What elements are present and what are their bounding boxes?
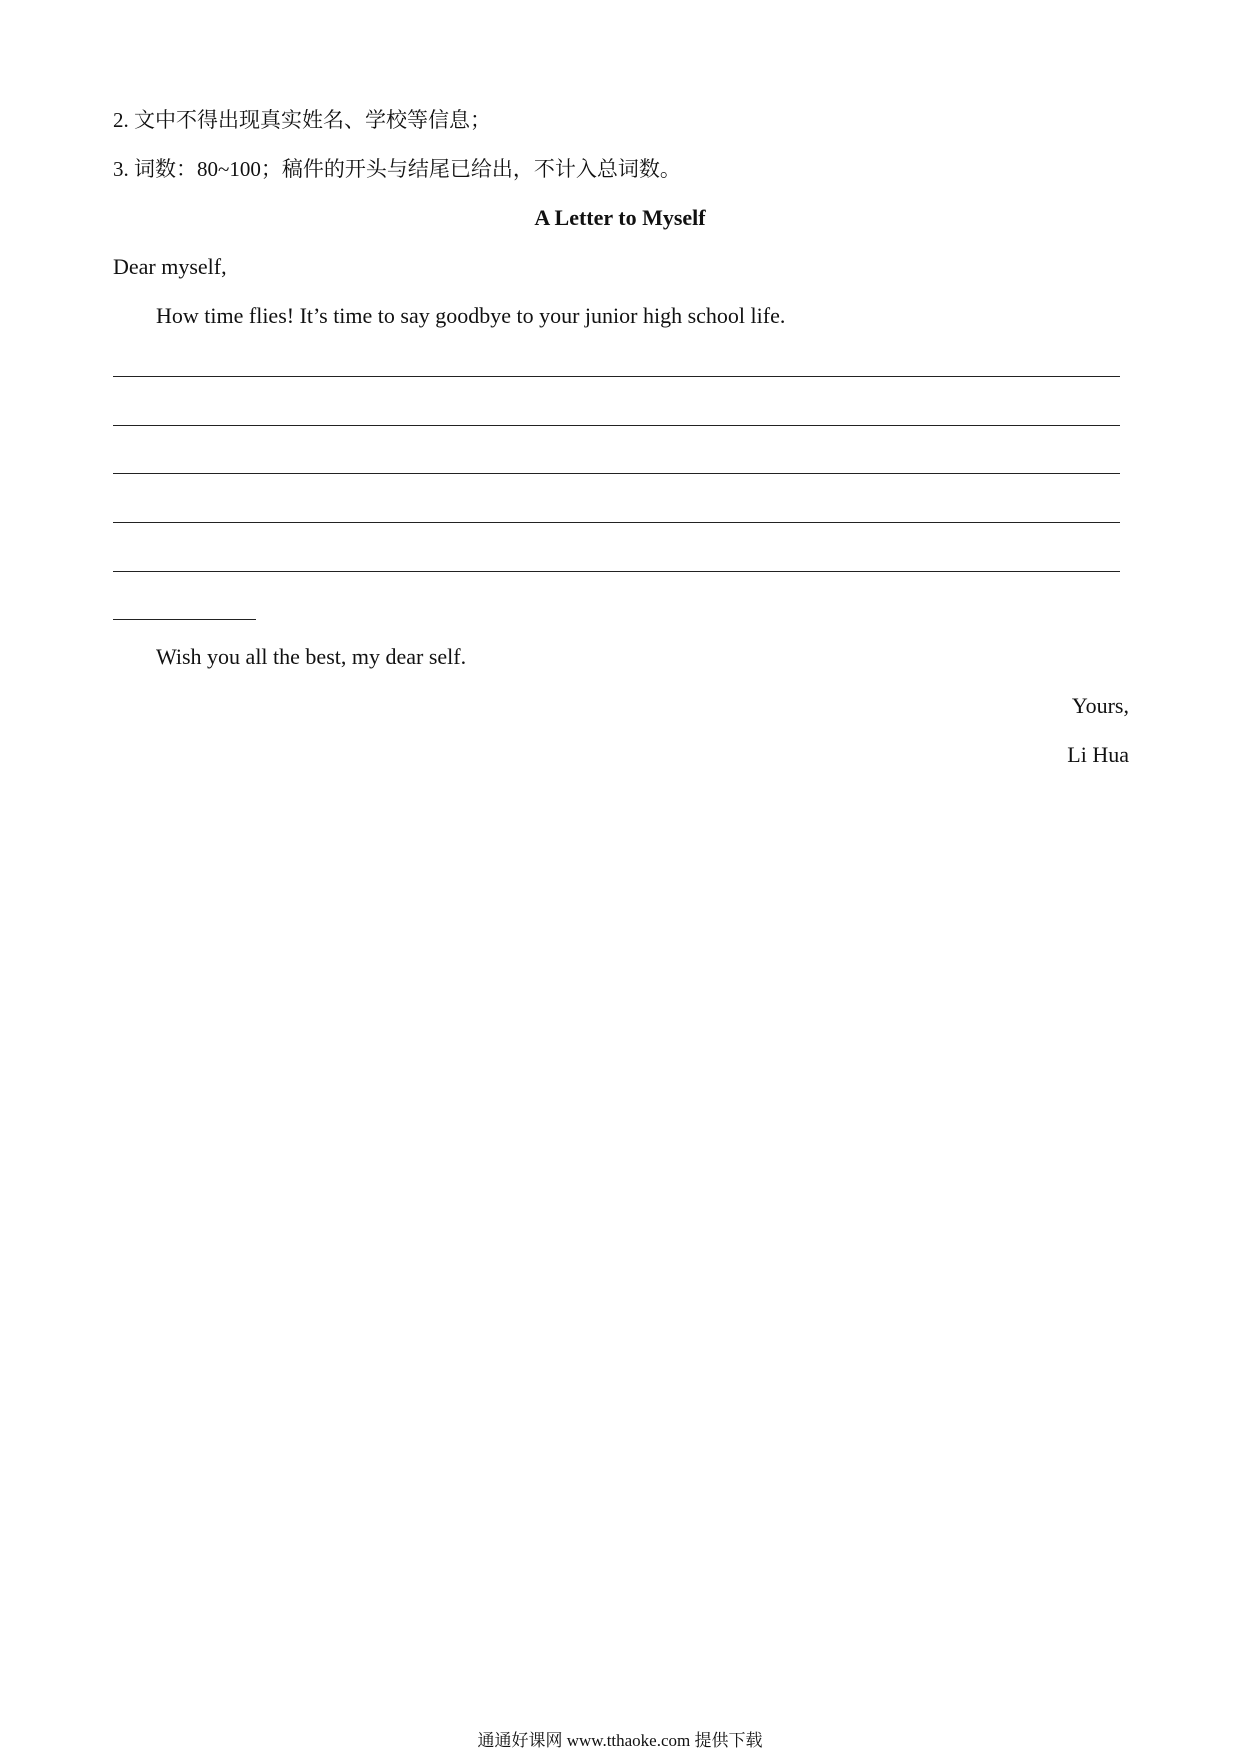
writing-line[interactable]	[113, 376, 1120, 377]
writing-line-short[interactable]	[113, 619, 256, 620]
letter-closing-line: Wish you all the best, my dear self.	[156, 644, 467, 669]
writing-line[interactable]	[113, 473, 1120, 474]
requirement-item-2: 2. 文中不得出现真实姓名、学校等信息；	[113, 108, 491, 132]
requirement-item-3: 3. 词数：80~100；稿件的开头与结尾已给出，不计入总词数。	[113, 157, 681, 181]
page-footer: 通通好课网 www.tthaoke.com 提供下载	[477, 1731, 763, 1750]
writing-line[interactable]	[113, 425, 1120, 426]
writing-line[interactable]	[113, 522, 1120, 523]
letter-opening: How time flies! It’s time to say goodbye to your junior high school life.	[156, 303, 786, 328]
letter-title: A Letter to Myself	[534, 205, 706, 230]
writing-line[interactable]	[113, 571, 1120, 572]
letter-salutation: Dear myself,	[113, 254, 227, 279]
letter-signature: Li Hua	[1067, 742, 1129, 767]
letter-signoff: Yours,	[1071, 693, 1129, 718]
